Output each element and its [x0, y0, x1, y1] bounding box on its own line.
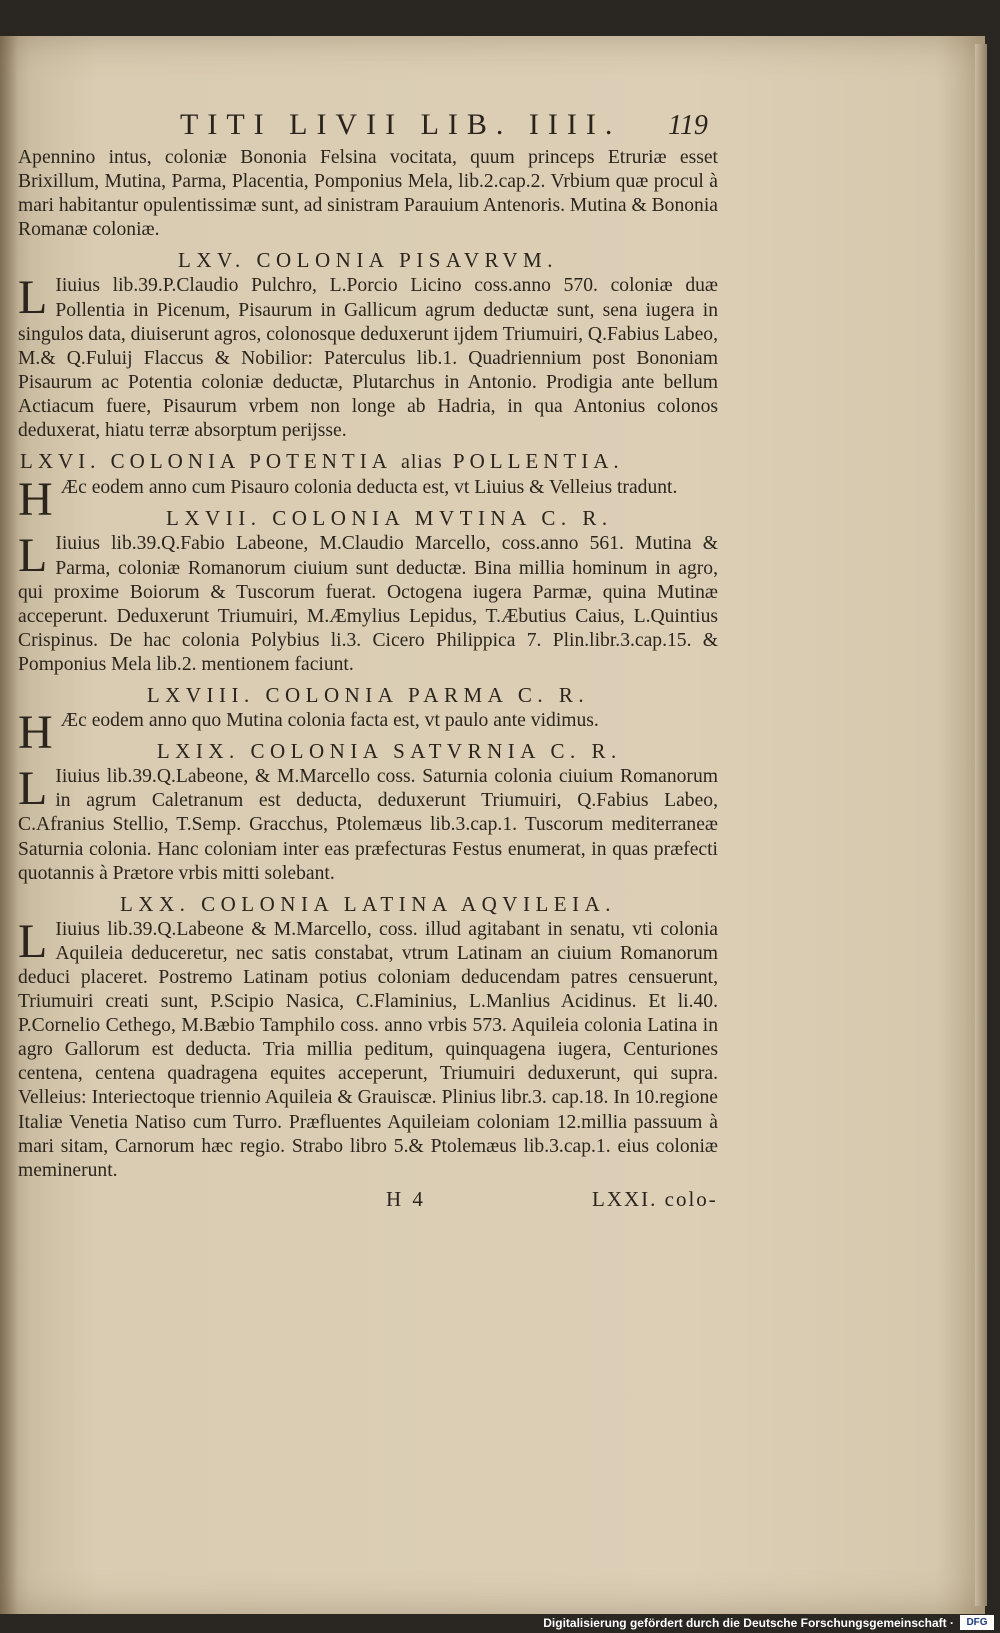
section-paragraph [18, 762, 718, 885]
section-paragraph [18, 271, 718, 443]
section-heading: LXV. COLONIA PISAVRVM. [178, 248, 558, 273]
section-text: Iiuius lib.39.Q.Labeone, & M.Marcello coss. Saturnia colonia ciuium Romanorum in agrum Caletranum est deducta, deduxerunt Triumuiri, Q.Fabius Labeo, C.Afranius Stellio, T.Semp. Gracchus, Ptolemæus lib.3.cap.1. Tuscorum mediterraneæ Saturnia colonia. Hanc coloniam inter eas præfecturas Festus enumerat, in quas præfecti quotannis à Prætore vrbis mitti solebant. [18, 766, 718, 884]
page-number: 119 [668, 110, 708, 141]
section-heading-tail: POLLENTIA. [452, 449, 624, 474]
section-heading: LXVII. COLONIA MVTINA C. R. [166, 506, 613, 531]
dfg-logo-icon: DFG [960, 1615, 994, 1630]
drop-capital: L [18, 529, 48, 583]
drop-capital: L [18, 271, 48, 325]
catchword: LXXI. colo- [592, 1186, 718, 1211]
section-text: Iiuius lib.39.Q.Fabio Labeone, M.Claudio Marcello, coss.anno 561. Mutina & Parma, coloniæ Romanorum ciuium sunt deductæ. Bina millia hominum in agro, qui proxime Boiorum & Tuscorum fuerat. Octogena iugera Parmæ, quina Mutinæ acceperunt. Deduxerunt Triumuiri, M.Æmylius Lepidus, T.Æbutius Caius, L.Quintius Crispinus. De hac colonia Polybius li.3. Cicero Philippica 7. Plin.libr.3.cap.15. & Pomponius Mela lib.2. mentionem faciunt. [18, 533, 718, 675]
section-heading: LXX. COLONIA LATINA AQVILEIA. [119, 891, 617, 916]
page-edge [975, 44, 987, 1606]
drop-capital: L [18, 762, 48, 816]
signature-mark: H 4 [386, 1186, 426, 1211]
drop-capital: L [18, 914, 48, 968]
section-heading-main: LXVI. COLONIA POTENTIA [20, 449, 391, 474]
section-paragraph [18, 914, 718, 1183]
section-paragraph [18, 529, 718, 677]
running-title: TITI LIVII LIB. IIII. [180, 108, 622, 141]
drop-capital: H [18, 706, 53, 760]
section-text: Iiuius lib.39.Q.Labeone & M.Marcello, coss. illud agitabant in senatu, vti colonia Aquileia deduceretur, nec satis constabat, vtrum Latinam an ciuium Romanorum deduci placeret. Postremo Latinam potius coloniam deducendam patres censuerunt, Triumuiri creati sunt, P.Scipio Nasica, C.Flaminius, L.Manlius Acidinus. Et li.40. P.Cornelio Cethego, M.Bæbio Tamphilo coss. anno vrbis 573. Aquileia colonia Latina in agro Gallorum est deducta. Tria millia peditum, quinquagena iugera, Centuriones centena, centena quadragena equites acceperunt, Triumuiri deduxerunt, qui supra. Velleius: Interiectoque triennio Aquileia & Grauiscæ. Plinius libr.3. cap.18. In 10.regione Italiæ Venetia Natiso cum Turro. Præfluentes Aquileiam coloniam 12.millia passuum à mari sitam, Carnorum hæc regio. Strabo libro 5.& Ptolemæus lib.3.cap.1. eius coloniæ meminerunt. [18, 918, 718, 1181]
page-footer [18, 1187, 718, 1213]
section-text: Iiuius lib.39.P.Claudio Pulchro, L.Porcio Licino coss.anno 570. coloniæ duæ Pollentia in Picenum, Pisaurum in Gallicum agrum deductæ sunt, sena iugera in singulos data, diuiserunt agros, colonosque deduxerunt ijdem Triumuiri, Q.Fabius Labeo, M.& Q.Fuluij Flaccus & Nobilior: Paterculus lib.1. Quadriennium post Bononiam Pisaurum ac Potentia coloniæ deductæ, Plutarchus in Antonio. Prodigia ante bellum Actiacum fuere, Pisaurum vrbem non longe ab Hadria, in qua Antonius colonos deduxerat, hiatu terræ absorptum perijsse. [18, 275, 718, 442]
section-text: Æc eodem anno cum Pisauro colonia deducta est, vt Liuius & Velleius tradunt. [60, 477, 678, 499]
page-body [18, 146, 718, 1213]
section-heading-alias: alias [400, 451, 443, 474]
credit-bar [0, 1614, 1000, 1633]
section-text: Æc eodem anno quo Mutina colonia facta est, vt paulo ante vidimus. [60, 710, 599, 732]
running-header [0, 108, 760, 148]
credit-text: Digitalisierung gefördert durch die Deutsche Forschungsgemeinschaft · [543, 1616, 954, 1630]
page-binding-shadow [0, 36, 18, 1614]
section-heading: LXVIII. COLONIA PARMA C. R. [146, 682, 590, 707]
intro-paragraph: Apennino intus, coloniæ Bononia Felsina vocitata, quum princeps Etruriæ esset Brixillum, Mutina, Parma, Placentia, Pomponius Mela, lib.2.cap.2. Vrbium quæ procul à mari habitantur opulentissimæ sunt, ad sinistram Parauium Antenoris. Mutina & Bononia Romanæ coloniæ. [18, 147, 718, 241]
drop-capital: H [18, 473, 53, 527]
section-heading [18, 449, 718, 474]
section-heading: LXIX. COLONIA SATVRNIA C. R. [156, 739, 622, 764]
